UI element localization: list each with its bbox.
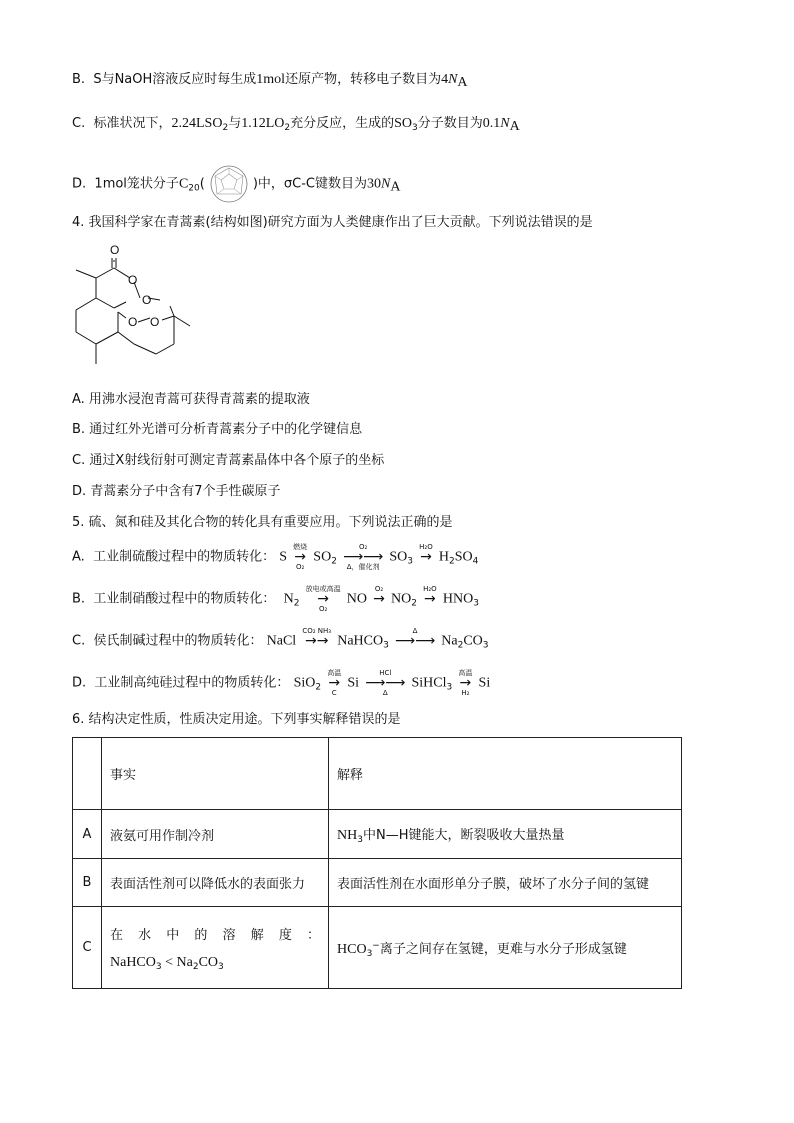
table-row	[73, 810, 682, 859]
species: S	[279, 549, 288, 565]
option-text-3: 分子数目为	[417, 116, 483, 131]
table-header-row	[73, 738, 682, 810]
reaction-arrow	[343, 543, 383, 571]
option-label: B.	[72, 72, 86, 87]
option-text-2: 还原产物，转移电子数目为	[285, 72, 442, 87]
species: Na	[441, 633, 458, 649]
sub: 3	[383, 640, 389, 651]
arrow-shaft: →	[373, 591, 385, 607]
header-explain: 解释	[329, 738, 682, 810]
option-label: D.	[72, 176, 87, 192]
reaction-arrow	[419, 543, 433, 571]
char: 解	[250, 928, 264, 943]
q4-option-a: A. 用沸水浸泡青蒿可获得青蒿素的提取液	[72, 392, 310, 407]
q6-table	[72, 737, 682, 989]
sub: 2	[449, 556, 455, 567]
option-text: 侯氏制碱过程中的物质转化：	[93, 633, 263, 649]
q5-option-a	[72, 543, 478, 571]
header-key	[73, 738, 102, 810]
species: Si	[478, 675, 491, 691]
reaction-arrow	[373, 585, 385, 613]
reaction-arrow	[327, 669, 341, 697]
char: 度	[278, 928, 292, 943]
conj: 与	[228, 116, 242, 131]
row-explain	[329, 810, 682, 859]
arrow-bottom: O₂	[295, 563, 305, 571]
species: H	[438, 549, 449, 565]
sub: 3	[218, 962, 224, 972]
char: 在	[110, 928, 124, 943]
reaction-arrow	[458, 669, 472, 697]
avogadro-sub: A	[390, 179, 401, 195]
oxygen-label: O	[128, 273, 138, 287]
arrow-top: 放电或高温	[305, 585, 341, 593]
option-text: 1mol笼状分子	[94, 176, 179, 192]
option-label: C.	[72, 116, 86, 131]
row-key: C	[73, 907, 102, 989]
arrow-top: O₂	[374, 585, 384, 593]
sub: 2	[457, 640, 464, 651]
sub: 3	[407, 556, 413, 567]
arrow-shaft: →	[420, 549, 432, 565]
option-text-2: )中，σC-C键数目为	[252, 176, 367, 192]
option-label: C.	[72, 633, 86, 649]
option-label: A.	[72, 549, 85, 565]
option-text: 工业制硝酸过程中的物质转化：	[93, 591, 276, 607]
row-fact	[102, 907, 329, 989]
arrow-top: 燃烧	[293, 543, 308, 551]
species: NO	[346, 591, 367, 607]
sub: 3	[482, 640, 489, 651]
arrow-shaft: →	[459, 675, 472, 691]
species: HNO	[442, 591, 474, 607]
reaction-arrow	[395, 627, 435, 655]
sub: 2	[284, 123, 291, 133]
species: CO	[463, 633, 483, 649]
formula: Na	[176, 955, 193, 970]
sub: 3	[155, 962, 162, 972]
sub: 2	[411, 598, 417, 609]
less-than: <	[161, 955, 177, 970]
sub: 3	[473, 598, 479, 609]
species: SO	[313, 549, 332, 565]
option-text: 工业制高纯硅过程中的物质转化：	[94, 675, 290, 691]
sup: −	[372, 940, 380, 951]
reaction-arrow	[306, 585, 341, 613]
arrow-top: H₂O	[423, 585, 437, 593]
avogadro-sub: A	[457, 75, 468, 90]
arrow-top: 高温	[327, 669, 342, 677]
row-explain	[329, 907, 682, 989]
arrow-bottom: H₂	[461, 689, 470, 697]
q5-stem: 5. 硫、氮和硅及其化合物的转化具有重要应用。下列说法正确的是	[72, 515, 453, 530]
option-text-2: 充分反应，生成的	[290, 116, 395, 131]
reaction-arrow	[423, 585, 437, 613]
option-label: D.	[72, 675, 87, 691]
table-row	[73, 907, 682, 989]
sub: 3	[412, 123, 418, 133]
reaction-arrow	[365, 669, 405, 697]
product: SO	[394, 116, 413, 131]
oxygen-label: O	[150, 315, 160, 329]
arrow-top: Δ	[412, 627, 418, 635]
avogadro-symbol: N	[500, 116, 510, 131]
value: 30	[366, 176, 381, 192]
arrow-bottom: Δ	[382, 689, 388, 697]
formula-c: C	[178, 176, 189, 192]
volume-2: 1.12LO	[241, 116, 285, 131]
sub: 2	[222, 123, 229, 133]
arrow-shaft: →	[328, 675, 341, 691]
row-key: A	[73, 810, 102, 859]
arrow-top: HCl	[379, 669, 392, 677]
species: SO	[454, 549, 473, 565]
header-fact: 事实	[102, 738, 329, 810]
reaction-arrow	[293, 543, 307, 571]
arrow-bottom: C	[331, 689, 337, 697]
arrow-shaft: ⟶⟶	[365, 675, 406, 691]
reaction-arrow	[302, 627, 331, 655]
arrow-bottom: O₂	[318, 605, 328, 613]
fact-line-1	[110, 924, 320, 943]
species: NaCl	[266, 633, 297, 649]
fact-line-2	[110, 955, 320, 971]
amount: 1mol	[256, 72, 286, 87]
volume-1: 2.24LSO	[171, 116, 223, 131]
option-text: 标准状况下，	[93, 116, 172, 131]
row-fact: 表面活性剂可以降低水的表面张力	[102, 859, 329, 907]
char: ：	[306, 928, 320, 943]
formula: HCO	[337, 941, 367, 957]
arrow-top: O₂	[358, 543, 368, 551]
option-text: 工业制硫酸过程中的物质转化：	[93, 549, 276, 565]
sub: 3	[357, 835, 363, 845]
q3-option-d	[72, 164, 400, 204]
species: SiHCl	[411, 675, 447, 691]
oxygen-label: O	[110, 243, 120, 257]
sub: 2	[331, 556, 337, 567]
q4-option-c: C. 通过X射线衍射可测定青蒿素晶体中各个原子的坐标	[72, 453, 385, 468]
q4-option-b: B. 通过红外光谱可分析青蒿素分子中的化学键信息	[72, 422, 363, 437]
arrow-shaft: ⟶⟶	[343, 549, 384, 565]
oxygen-label: O	[128, 315, 138, 329]
char: 中	[166, 928, 180, 943]
sub: 3	[366, 948, 373, 959]
species: SiO	[293, 675, 316, 691]
species: NO	[391, 591, 412, 607]
formula: NaHCO	[110, 955, 156, 970]
sub: 4	[472, 556, 479, 567]
species: SO	[389, 549, 408, 565]
q5-option-b	[72, 585, 479, 613]
arrow-shaft: →	[294, 549, 307, 565]
arrow-top: 高温	[458, 669, 473, 677]
option-text: S与NaOH溶液反应时每生成	[93, 72, 257, 87]
avogadro-sub: A	[509, 119, 520, 134]
q4-stem: 4. 我国科学家在青蒿素(结构如图)研究方面为人类健康作出了巨大贡献。下列说法错误的是	[72, 215, 593, 230]
sub: 3	[446, 682, 453, 693]
row-fact: 液氨可用作制冷剂	[102, 810, 329, 859]
explain-text: 中N—H键能大，断裂吸收大量热量	[362, 828, 565, 843]
formula: CO	[198, 955, 219, 970]
avogadro-symbol: N	[380, 176, 391, 192]
species: Si	[347, 675, 360, 691]
row-key: B	[73, 859, 102, 907]
char: 水	[138, 928, 152, 943]
option-label: B.	[72, 591, 86, 607]
sub: 2	[192, 962, 199, 972]
artemisinin-structure	[66, 240, 206, 380]
sub: 2	[315, 682, 322, 693]
paren: (	[199, 176, 205, 192]
row-explain: 表面活性剂在水面形单分子膜，破坏了水分子间的氢键	[329, 859, 682, 907]
oxygen-label: O	[142, 293, 152, 307]
q4-option-d: D. 青蒿素分子中含有7个手性碳原子	[72, 484, 281, 499]
table-row	[73, 859, 682, 907]
species: NaHCO	[337, 633, 384, 649]
c20-cage-icon	[205, 164, 253, 204]
q5-option-c	[72, 627, 489, 655]
sub: 20	[188, 183, 200, 194]
q3-option-b	[72, 70, 468, 90]
q5-option-d	[72, 669, 490, 697]
formula: NH	[337, 828, 358, 843]
value: 0.1	[482, 116, 501, 131]
arrow-bottom: Δ，催化剂	[346, 563, 380, 571]
char: 溶	[222, 928, 236, 943]
explain-text: 离子之间存在氢键，更难与水分子形成氢键	[379, 941, 627, 957]
value: 4	[441, 72, 449, 87]
arrow-shaft: ⟶⟶	[395, 633, 436, 649]
char: 的	[194, 928, 208, 943]
arrow-shaft: →	[317, 591, 329, 607]
q3-option-c	[72, 114, 520, 134]
q6-stem: 6. 结构决定性质，性质决定用途。下列事实解释错误的是	[72, 712, 401, 727]
arrow-shaft: →	[424, 591, 436, 607]
arrow-top: H₂O	[419, 543, 433, 551]
sub: 2	[293, 598, 300, 609]
avogadro-symbol: N	[448, 72, 458, 87]
arrow-shaft: →→	[304, 633, 329, 649]
species: N	[283, 591, 294, 607]
arrow-top: CO₂ NH₃	[302, 627, 332, 635]
